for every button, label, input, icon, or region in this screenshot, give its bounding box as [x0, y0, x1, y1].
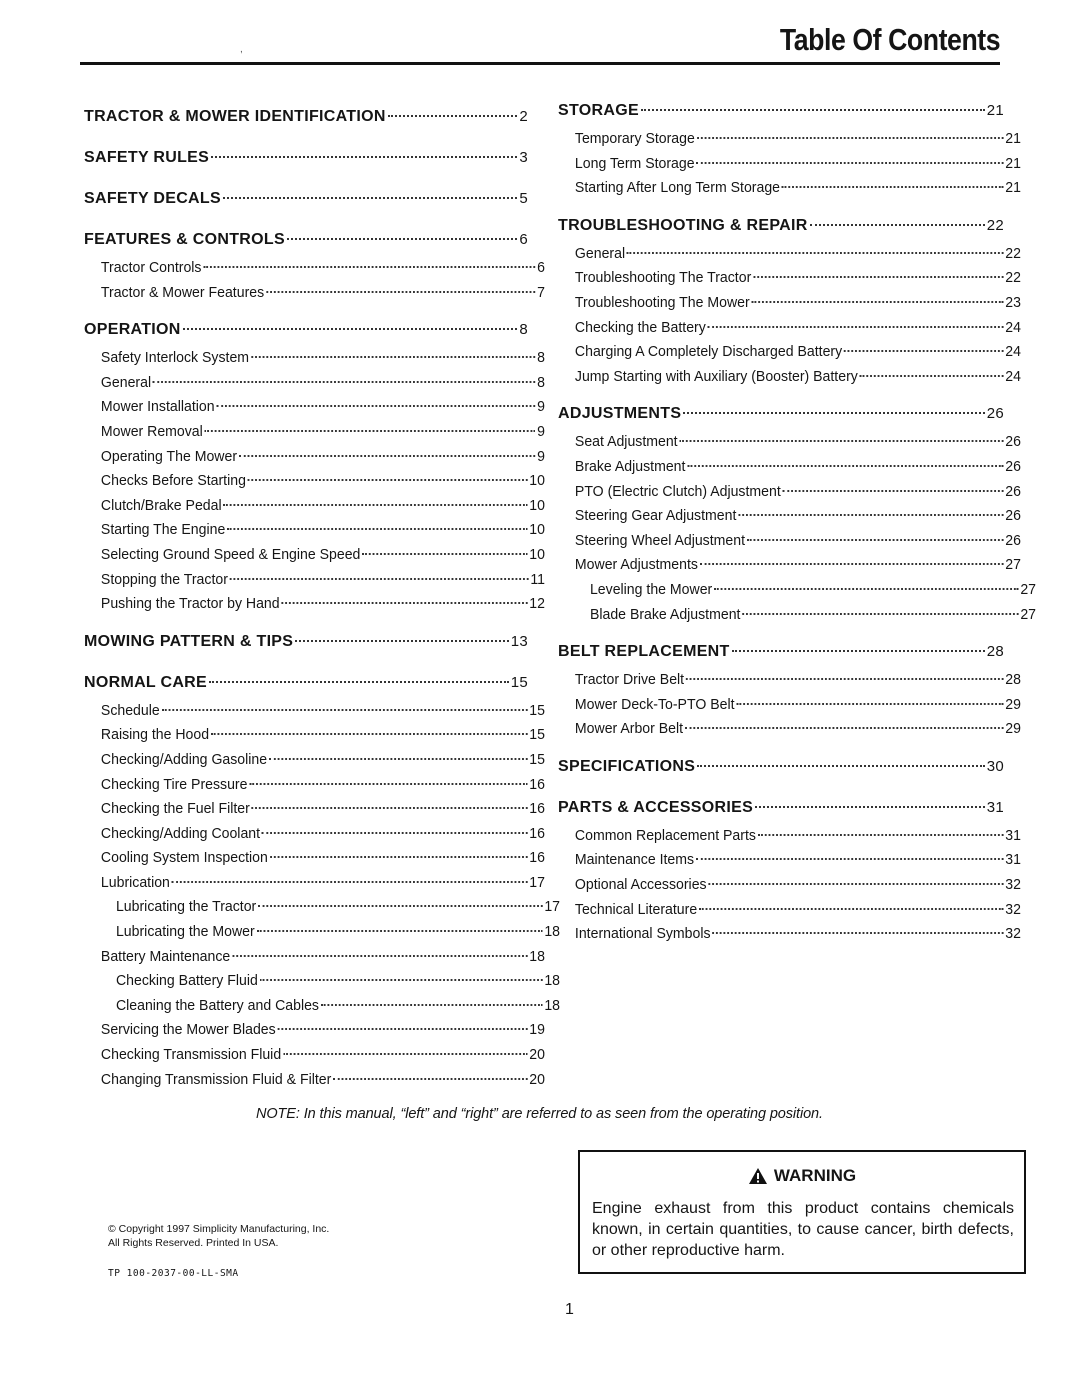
toc-heading-page: 5: [519, 190, 528, 207]
toc-entry-label: Brake Adjustment: [574, 457, 686, 475]
toc-entry-label: Stopping the Tractor: [100, 570, 228, 588]
toc-entry-page: 27: [1005, 556, 1021, 574]
toc-entry-label: Changing Transmission Fluid & Filter: [100, 1070, 332, 1088]
toc-entry[interactable]: [558, 294, 1021, 319]
toc-entry[interactable]: [84, 571, 545, 596]
toc-entry-page: 17: [544, 898, 561, 916]
toc-entry-label: Blade Brake Adjustment: [589, 605, 741, 623]
toc-entry-page: 29: [1005, 695, 1021, 713]
toc-section-heading[interactable]: [558, 102, 1004, 130]
dot-leader: [697, 765, 984, 767]
toc-entry-page: 28: [1005, 671, 1021, 689]
warning-triangle-icon: [748, 1167, 768, 1185]
toc-entry-page: 21: [1005, 130, 1021, 147]
toc-entry-page: 24: [1005, 367, 1021, 385]
toc-entry[interactable]: [84, 259, 545, 284]
dot-leader: [287, 238, 517, 240]
toc-heading-page: 22: [986, 216, 1004, 234]
toc-entry-label: Operating The Mower: [100, 447, 238, 465]
dot-leader: [738, 514, 1003, 516]
toc-entry-label: Starting The Engine: [100, 521, 226, 539]
toc-entry-page: 9: [537, 398, 545, 416]
toc-section: [558, 798, 1021, 950]
toc-entry-label: Charging A Completely Discharged Battery: [574, 343, 843, 361]
dot-leader: [270, 856, 528, 858]
toc-heading-page: 15: [510, 673, 528, 691]
dot-leader: [758, 834, 1004, 836]
toc-entry-label: Mower Arbor Belt: [574, 720, 684, 738]
toc-heading-label: BELT REPLACEMENT: [558, 643, 730, 661]
dot-leader: [753, 276, 1003, 278]
toc-entry[interactable]: [558, 606, 1036, 631]
dot-leader: [172, 881, 528, 883]
dot-leader: [321, 1004, 543, 1006]
toc-entry-label: Checking Battery Fluid: [115, 972, 258, 990]
toc-entry-page: 10: [529, 472, 545, 490]
toc-entry-page: 6: [537, 259, 545, 276]
toc-entry[interactable]: [84, 825, 545, 850]
toc-entry-page: 19: [529, 1021, 545, 1039]
toc-entry-page: 18: [544, 972, 561, 990]
dot-leader: [283, 1053, 527, 1055]
toc-section: [84, 190, 528, 218]
toc-heading-label: FEATURES & CONTROLS: [84, 231, 285, 248]
toc-entry-label: Maintenance Items: [574, 851, 695, 869]
toc-heading-label: SAFETY RULES: [84, 149, 210, 166]
toc-entry[interactable]: [84, 923, 560, 948]
dot-leader: [732, 650, 985, 652]
toc-entry-page: 26: [1005, 457, 1021, 475]
toc-entry-label: General: [574, 244, 626, 262]
toc-entry-page: 24: [1005, 318, 1021, 336]
toc-entry-label: Lubricating the Tractor: [115, 898, 257, 916]
toc-entry[interactable]: [558, 671, 1021, 696]
toc-heading-label: STORAGE: [558, 102, 639, 119]
dot-leader: [205, 430, 536, 432]
warning-body: Engine exhaust from this product contains chemicals known, in certain quantities, to cause cancer, birth defects, or other reproductive harm.: [592, 1200, 1014, 1259]
toc-entry[interactable]: [558, 901, 1021, 926]
dot-leader: [227, 528, 527, 530]
toc-section: [84, 673, 561, 1096]
toc-entry-label: Battery Maintenance: [100, 947, 231, 965]
dot-leader: [708, 326, 1004, 328]
toc-entry[interactable]: [84, 284, 545, 309]
toc-entry-page: 27: [1020, 605, 1037, 623]
toc-entry[interactable]: [84, 849, 545, 874]
toc-entry-label: Troubleshooting The Mower: [574, 293, 750, 311]
toc-entry[interactable]: [558, 343, 1021, 368]
toc-entry-page: 31: [1005, 826, 1021, 844]
toc-section-heading[interactable]: [558, 405, 1004, 433]
toc-entry-label: Tractor Drive Belt: [574, 671, 685, 689]
toc-entry-label: Long Term Storage: [574, 154, 695, 172]
toc-heading-page: 31: [986, 798, 1004, 816]
toc-entry-page: 26: [1005, 433, 1021, 451]
toc-entry-page: 16: [529, 775, 545, 793]
toc-entry-page: 9: [537, 447, 545, 465]
toc-entry[interactable]: [558, 319, 1021, 344]
dot-leader: [162, 709, 528, 711]
toc-entry-page: 10: [529, 545, 545, 563]
dot-leader: [388, 115, 518, 117]
toc-entry-label: Mower Adjustments: [574, 556, 698, 574]
toc-section-heading[interactable]: [558, 799, 1004, 827]
toc-entry[interactable]: [84, 1046, 545, 1071]
toc-entry-label: Troubleshooting The Tractor: [574, 269, 752, 287]
dot-leader: [736, 703, 1003, 705]
copyright-line-1: © Copyright 1997 Simplicity Manufacturing, Inc.: [108, 1223, 330, 1235]
toc-entry[interactable]: [84, 800, 545, 825]
toc-entry[interactable]: [84, 948, 545, 973]
toc-entry-page: 15: [529, 726, 545, 744]
dot-leader: [249, 783, 527, 785]
toc-entry-label: Cooling System Inspection: [100, 849, 268, 867]
dot-leader: [295, 640, 508, 642]
dot-leader: [641, 109, 985, 111]
toc-entry-page: 15: [529, 701, 545, 719]
toc-section: [84, 231, 545, 308]
toc-entry[interactable]: [558, 876, 1021, 901]
dot-leader: [282, 602, 528, 604]
toc-entry[interactable]: [84, 972, 560, 997]
toc-entry-page: 32: [1005, 900, 1021, 918]
toc-entry[interactable]: [84, 472, 545, 497]
dot-leader: [714, 588, 1018, 590]
dot-leader: [223, 197, 517, 199]
note-text: NOTE: In this manual, “left” and “right” are referred to as seen from the operating position.: [256, 1106, 823, 1122]
toc-entry-page: 22: [1005, 269, 1021, 287]
toc-heading-label: TRACTOR & MOWER IDENTIFICATION: [84, 108, 386, 125]
toc-entry-page: 18: [544, 923, 561, 941]
toc-heading-page: 13: [510, 632, 528, 650]
toc-entry-page: 9: [537, 422, 545, 440]
toc-entry[interactable]: [84, 448, 545, 473]
toc-entry-label: Schedule: [100, 701, 160, 719]
toc-entry[interactable]: [558, 179, 1021, 204]
toc-entry-label: Starting After Long Term Storage: [574, 179, 781, 197]
toc-section-heading[interactable]: [84, 149, 528, 177]
toc-heading-label: ADJUSTMENTS: [558, 405, 682, 423]
toc-section: [84, 633, 528, 661]
toc-section-heading[interactable]: [84, 321, 528, 349]
toc-entry[interactable]: [558, 532, 1021, 557]
toc-entry-page: 15: [529, 750, 545, 768]
dot-leader: [266, 291, 535, 293]
dot-leader: [752, 301, 1004, 303]
toc-entry[interactable]: [558, 368, 1021, 393]
toc-entry-page: 12: [529, 595, 545, 613]
dot-leader: [251, 356, 535, 358]
toc-entry-label: Mower Deck-To-PTO Belt: [574, 695, 735, 713]
dot-leader: [239, 455, 535, 457]
toc-entry-label: Servicing the Mower Blades: [100, 1021, 276, 1039]
dot-leader: [700, 563, 1004, 565]
dot-leader: [686, 678, 1003, 680]
dot-leader: [183, 328, 518, 330]
toc-section: [84, 108, 528, 136]
toc-entry[interactable]: [558, 483, 1021, 508]
toc-entry-label: Checking the Battery: [574, 318, 706, 336]
toc-heading-label: OPERATION: [84, 321, 181, 339]
title-rule: [80, 62, 1000, 65]
toc-entry[interactable]: [84, 374, 545, 399]
dot-leader: [248, 479, 528, 481]
dot-leader: [252, 807, 528, 809]
dot-leader: [696, 858, 1003, 860]
toc-entry-page: 10: [529, 496, 545, 514]
toc-entry-page: 26: [1005, 482, 1021, 500]
dot-leader: [696, 162, 1003, 164]
dot-leader: [679, 440, 1003, 442]
copyright-line-2: All Rights Reserved. Printed In USA.: [108, 1237, 279, 1249]
dot-leader: [699, 908, 1003, 910]
toc-entry-label: Selecting Ground Speed & Engine Speed: [100, 545, 361, 563]
toc-heading-label: PARTS & ACCESSORIES: [558, 798, 754, 816]
page-title: Table Of Contents: [779, 22, 1000, 57]
dot-leader: [260, 979, 543, 981]
toc-entry-label: Mower Installation: [100, 398, 215, 416]
toc-entry[interactable]: [84, 726, 545, 751]
dot-leader: [153, 381, 535, 383]
toc-heading-label: SPECIFICATIONS: [558, 757, 696, 775]
toc-section: [84, 149, 528, 177]
toc-entry[interactable]: [558, 696, 1021, 721]
dot-leader: [683, 412, 984, 414]
toc-entry-label: Technical Literature: [574, 900, 698, 918]
toc-entry-page: 26: [1005, 507, 1021, 525]
dot-leader: [712, 932, 1003, 934]
toc-section: [558, 216, 1021, 393]
toc-heading-label: NORMAL CARE: [84, 673, 208, 691]
toc-entry[interactable]: [84, 398, 545, 423]
toc-entry-page: 16: [529, 824, 545, 842]
toc-heading-page: 21: [986, 102, 1004, 119]
dot-leader: [810, 224, 985, 226]
dot-leader: [211, 156, 517, 158]
toc-entry-page: 32: [1005, 925, 1021, 943]
toc-entry-page: 24: [1005, 343, 1021, 361]
dot-leader: [627, 252, 1003, 254]
toc-entry[interactable]: [558, 245, 1021, 270]
dot-leader: [362, 553, 527, 555]
toc-section-heading[interactable]: [84, 231, 528, 259]
dot-leader: [697, 137, 1004, 139]
toc-entry-page: 22: [1005, 244, 1021, 262]
warning-heading-label: WARNING: [773, 1166, 857, 1185]
toc-entry[interactable]: [84, 521, 545, 546]
toc-entry-page: 8: [537, 349, 545, 367]
toc-entry-label: Checking Transmission Fluid: [100, 1046, 282, 1064]
toc-entry-label: International Symbols: [574, 925, 711, 943]
toc-section-heading[interactable]: [84, 108, 528, 136]
toc-heading-page: 6: [519, 231, 528, 248]
toc-entry-page: 23: [1005, 293, 1021, 311]
toc-entry-label: Checking/Adding Coolant: [100, 824, 261, 842]
dot-leader: [211, 733, 527, 735]
toc-entry[interactable]: [558, 130, 1021, 155]
toc-heading-page: 30: [986, 757, 1004, 775]
toc-heading-label: TROUBLESHOOTING & REPAIR: [558, 216, 808, 234]
toc-entry-label: Tractor Controls: [100, 259, 202, 276]
toc-entry-page: 18: [544, 996, 561, 1014]
dot-leader: [333, 1078, 527, 1080]
dot-leader: [708, 883, 1003, 885]
toc-entry-label: Lubrication: [100, 873, 170, 891]
toc-entry[interactable]: [84, 776, 545, 801]
scan-mark: ,: [240, 44, 243, 55]
dot-leader: [755, 806, 985, 808]
toc-entry-page: 29: [1005, 720, 1021, 738]
dot-leader: [203, 266, 535, 268]
toc-entry[interactable]: [84, 546, 545, 571]
part-number: TP 100-2037-00-LL-SMA: [108, 1268, 239, 1279]
toc-entry[interactable]: [558, 269, 1021, 294]
toc-entry[interactable]: [84, 497, 545, 522]
dot-leader: [844, 350, 1003, 352]
toc-entry-label: Lubricating the Mower: [115, 923, 255, 941]
toc-heading-label: MOWING PATTERN & TIPS: [84, 632, 294, 650]
toc-entry[interactable]: [84, 997, 560, 1022]
toc-entry-label: Safety Interlock System: [100, 349, 250, 367]
toc-entry[interactable]: [84, 751, 545, 776]
dot-leader: [782, 186, 1004, 188]
dot-leader: [685, 727, 1003, 729]
dot-leader: [269, 758, 527, 760]
toc-entry[interactable]: [84, 702, 545, 727]
toc-entry-label: Checking the Fuel Filter: [100, 800, 250, 818]
toc-entry-page: 10: [529, 521, 545, 539]
toc-entry-label: Temporary Storage: [574, 130, 695, 147]
dot-leader: [687, 465, 1003, 467]
toc-entry[interactable]: [84, 349, 545, 374]
dot-leader: [742, 613, 1018, 615]
toc-entry[interactable]: [84, 595, 545, 620]
toc-section: [558, 405, 1037, 630]
dot-leader: [209, 681, 509, 683]
toc-entry[interactable]: [84, 1021, 545, 1046]
toc-entry-page: 16: [529, 849, 545, 867]
toc-entry[interactable]: [84, 1071, 545, 1096]
toc-section-heading[interactable]: [84, 674, 528, 702]
toc-entry-label: Clutch/Brake Pedal: [100, 496, 222, 514]
toc-entry[interactable]: [558, 155, 1021, 180]
dot-leader: [783, 490, 1004, 492]
toc-entry-page: 7: [537, 283, 545, 301]
toc-left-column: [84, 108, 561, 1108]
toc-entry-page: 32: [1005, 876, 1021, 894]
toc-entry-page: 27: [1020, 580, 1037, 598]
dot-leader: [258, 905, 542, 907]
toc-entry-label: PTO (Electric Clutch) Adjustment: [574, 482, 781, 500]
toc-entry-page: 20: [529, 1070, 545, 1088]
toc-entry-label: Pushing the Tractor by Hand: [100, 595, 280, 613]
toc-entry[interactable]: [558, 925, 1021, 950]
toc-entry-label: Raising the Hood: [100, 726, 210, 744]
toc-entry-label: Checks Before Starting: [100, 472, 246, 490]
copyright: [108, 1222, 329, 1250]
toc-heading-page: 28: [986, 643, 1004, 661]
dot-leader: [232, 955, 527, 957]
toc-right-column: [558, 102, 1037, 963]
dot-leader: [224, 504, 528, 506]
toc-heading-page: 3: [519, 149, 528, 166]
toc-entry[interactable]: [558, 851, 1021, 876]
toc-entry-label: Tractor & Mower Features: [100, 283, 265, 301]
toc-entry-label: Steering Wheel Adjustment: [574, 531, 746, 549]
dot-leader: [262, 832, 527, 834]
toc-entry-page: 17: [529, 873, 545, 891]
toc-entry-label: Optional Accessories: [574, 876, 707, 894]
toc-entry-page: 16: [529, 800, 545, 818]
toc-entry-label: Seat Adjustment: [574, 433, 678, 451]
toc-section-heading[interactable]: [84, 633, 528, 661]
toc-entry-label: Jump Starting with Auxiliary (Booster) Battery: [574, 367, 858, 385]
dot-leader: [230, 578, 529, 580]
toc-section: [558, 758, 1004, 786]
toc-entry-label: Mower Removal: [100, 422, 203, 440]
toc-entry-label: Cleaning the Battery and Cables: [115, 996, 319, 1014]
warning-heading: [580, 1166, 1024, 1186]
toc-entry-page: 11: [530, 570, 545, 588]
toc-entry[interactable]: [84, 423, 545, 448]
toc-entry[interactable]: [558, 720, 1021, 745]
toc-heading-label: SAFETY DECALS: [84, 190, 221, 207]
toc-section: [558, 643, 1021, 745]
toc-section-heading[interactable]: [558, 643, 1004, 671]
dot-leader: [257, 930, 543, 932]
toc-entry-label: Leveling the Mower: [589, 580, 713, 598]
toc-entry-page: 21: [1005, 154, 1021, 172]
toc-entry[interactable]: [558, 581, 1036, 606]
toc-entry[interactable]: [84, 898, 560, 923]
toc-entry-label: General: [100, 373, 152, 391]
toc-entry[interactable]: [558, 507, 1021, 532]
toc-heading-page: 8: [519, 321, 528, 339]
dot-leader: [216, 405, 535, 407]
toc-entry-page: 31: [1005, 851, 1021, 869]
dot-leader: [747, 539, 1004, 541]
toc-entry[interactable]: [84, 874, 545, 899]
toc-entry-label: Steering Gear Adjustment: [574, 507, 737, 525]
dot-leader: [278, 1028, 528, 1030]
toc-entry[interactable]: [558, 433, 1021, 458]
toc-entry[interactable]: [558, 556, 1021, 581]
page-number: 1: [565, 1301, 574, 1318]
toc-entry[interactable]: [558, 458, 1021, 483]
toc-entry-page: 8: [537, 373, 545, 391]
toc-section-heading[interactable]: [84, 190, 528, 218]
toc-entry-label: Common Replacement Parts: [574, 826, 756, 844]
toc-heading-page: 26: [986, 405, 1004, 423]
toc-entry-page: 21: [1005, 179, 1021, 197]
toc-section: [558, 102, 1021, 204]
toc-section-heading[interactable]: [558, 217, 1004, 245]
toc-entry-page: 18: [529, 947, 545, 965]
toc-entry-page: 26: [1005, 531, 1021, 549]
toc-entry-label: Checking/Adding Gasoline: [100, 750, 268, 768]
toc-section-heading[interactable]: [558, 758, 1004, 786]
toc-section: [84, 321, 545, 620]
toc-heading-page: 2: [519, 108, 528, 125]
warning-box: [578, 1150, 1026, 1274]
dot-leader: [860, 375, 1004, 377]
toc-entry[interactable]: [558, 827, 1021, 852]
toc-entry-label: Checking Tire Pressure: [100, 775, 248, 793]
toc-entry-page: 20: [529, 1046, 545, 1064]
